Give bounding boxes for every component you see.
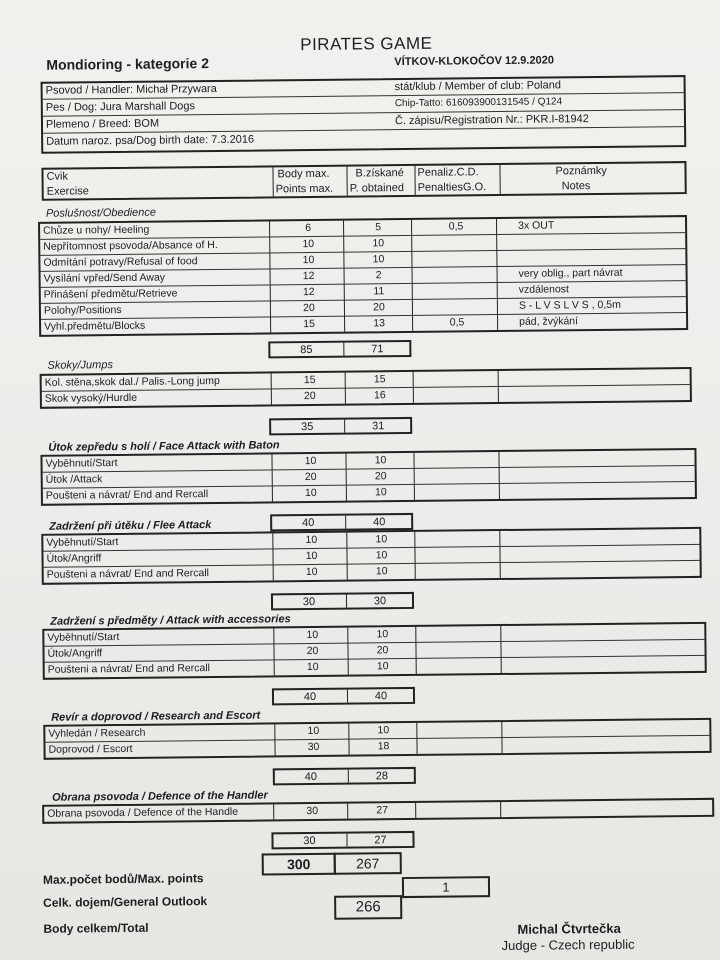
- section-total-max: 40: [304, 770, 318, 784]
- header-max-en: Points max.: [275, 182, 334, 196]
- max-points-cell: 10: [305, 533, 318, 547]
- max-points-cell: 20: [304, 470, 317, 484]
- max-points-cell: 10: [302, 253, 315, 267]
- penalty-cell: [414, 235, 498, 251]
- table-row: [44, 800, 712, 822]
- section-total: [271, 592, 414, 610]
- exercise-name-cell: Vyhledán / Research: [48, 726, 146, 740]
- obtained-points-cell: 2: [375, 269, 382, 282]
- max-points-cell: 12: [302, 269, 315, 283]
- section-title: Revír a doprovod / Research and Escort: [51, 709, 261, 724]
- birth-date-field: Datum naroz. psa/Dog birth date: 7.3.2016: [46, 133, 255, 148]
- chip-field: Chip-Tatto: 616093900131545 / Q124: [394, 96, 563, 110]
- max-points-cell: 20: [306, 644, 319, 658]
- note-cell: pád, žvýkání: [519, 315, 579, 328]
- obtained-points-cell: 20: [373, 301, 385, 314]
- exercise-name-cell: Útok/Angriff: [46, 552, 102, 565]
- exercise-name-cell: Skok vysoký/Hurdle: [44, 391, 138, 405]
- section-total-max: 85: [300, 343, 313, 357]
- section-table: [40, 367, 692, 409]
- penalty-cell: [418, 563, 502, 579]
- penalty-cell: [415, 267, 499, 283]
- judge-title: Judge - Czech republic: [501, 936, 635, 954]
- penalty-cell: [419, 658, 503, 674]
- header-obtained-cz: B.získané: [355, 167, 404, 180]
- max-points-cell: 15: [303, 373, 316, 387]
- section-total: [272, 687, 415, 705]
- total-value: 266: [334, 895, 402, 920]
- dog-field: Pes / Dog: Jura Marshall Dogs: [45, 100, 196, 114]
- penalty-cell: [416, 371, 500, 387]
- header-penalties-en: PenaltiesG.O.: [417, 181, 487, 194]
- table-header: [41, 161, 686, 201]
- section-total-obtained: 27: [374, 834, 387, 847]
- exercise-name-cell: Poušteni a návrat/ End and Rercall: [45, 488, 209, 502]
- max-points-cell: 10: [307, 724, 320, 738]
- obtained-points-cell: 18: [377, 740, 390, 753]
- section-title: Zadržení při útěku / Flee Attack: [49, 519, 212, 533]
- max-points-cell: 20: [303, 301, 315, 315]
- exercise-name-cell: Poušteni a návrat/ End and Rercall: [47, 662, 211, 676]
- max-points-obtained: 267: [334, 852, 402, 875]
- section-total-max: 40: [303, 690, 317, 704]
- handler-field: Psovod / Handler: Michał Przywara: [45, 82, 217, 97]
- penalty-cell: [419, 722, 503, 738]
- penalty-cell: 0,5: [449, 316, 465, 329]
- penalty-cell: [415, 299, 499, 315]
- section-title: Obrana psovoda / Defence of the Handler: [51, 789, 268, 804]
- note-cell: S - L V S L V S , 0,5m: [518, 298, 621, 312]
- max-points-cell: 6: [305, 221, 312, 235]
- exercise-name-cell: Doprovod / Escort: [48, 742, 133, 756]
- penalty-cell: [418, 802, 502, 818]
- header-exercise-en: Exercise: [46, 185, 89, 198]
- registration-field: Č. zápisu/Registration Nr.: PKR.I-81942: [394, 113, 589, 128]
- max-points-cell: 10: [302, 237, 315, 251]
- section-title: Zadržení s předměty / Attack with accessories: [50, 613, 291, 628]
- max-points-cell: 30: [307, 740, 320, 754]
- general-outlook-value: 1: [402, 876, 490, 898]
- exercise-name-cell: Vyběhnutí/Start: [45, 457, 118, 470]
- max-points-cell: 20: [303, 389, 316, 403]
- max-points-label: Max.počet bodů/Max. points: [42, 871, 204, 887]
- category-label: Mondioring - kategorie 2: [46, 55, 210, 73]
- header-notes-en: Notes: [561, 180, 591, 193]
- exercise-name-cell: Obrana psovoda / Defence of the Handle: [47, 805, 239, 820]
- section-total-max: 35: [300, 420, 314, 434]
- header-max-cz: Body max.: [277, 167, 330, 181]
- obtained-points-cell: 20: [376, 644, 389, 657]
- exercise-name-cell: Kol. stěna,skok dal./ Palis.-Long jump: [44, 374, 220, 389]
- obtained-points-cell: 10: [375, 565, 388, 578]
- max-points-total: 300: [262, 853, 336, 876]
- section-total-obtained: 28: [375, 770, 389, 783]
- section-table: [42, 622, 706, 680]
- penalty-cell: [417, 547, 501, 563]
- section-total: [270, 513, 413, 531]
- obtained-points-cell: 10: [377, 724, 390, 737]
- page-title: PIRATES GAME: [300, 33, 433, 55]
- section-table: [38, 215, 688, 337]
- obtained-points-cell: 10: [374, 454, 387, 467]
- obtained-points-cell: 10: [376, 660, 389, 673]
- section-table: [43, 718, 711, 760]
- section-title: Skoky/Jumps: [47, 359, 113, 372]
- section-total-obtained: 40: [372, 516, 386, 529]
- max-points-cell: 10: [304, 486, 317, 500]
- obtained-points-cell: 20: [374, 470, 387, 483]
- penalty-cell: [417, 531, 501, 547]
- note-cell: very oblig., part návrat: [518, 266, 623, 280]
- exercise-name-cell: Polohy/Positions: [43, 303, 122, 317]
- place-date: VÍTKOV-KLOKOČOV 12.9.2020: [394, 54, 554, 69]
- penalty-cell: [418, 642, 502, 658]
- exercise-name-cell: Vysílání vpřed/Send Away: [43, 271, 166, 285]
- max-points-cell: 10: [305, 565, 318, 579]
- penalty-cell: [416, 452, 500, 468]
- section-table: [41, 527, 701, 585]
- max-points-cell: 30: [306, 804, 319, 818]
- max-points-cell: 12: [302, 285, 315, 299]
- max-points-cell: 10: [306, 660, 319, 674]
- obtained-points-cell: 10: [375, 533, 388, 546]
- section-total-obtained: 31: [371, 420, 385, 433]
- obtained-points-cell: 11: [373, 285, 385, 298]
- penalty-cell: [419, 738, 503, 754]
- section-total-max: 30: [302, 595, 316, 609]
- section-total-max: 40: [301, 516, 315, 530]
- note-cell: 3x OUT: [518, 219, 555, 232]
- exercise-name-cell: Nepřítomnost psovoda/Absance of H.: [43, 238, 218, 253]
- obtained-points-cell: 10: [372, 253, 385, 266]
- total-label: Body celkem/Total: [43, 920, 149, 936]
- exercise-name-cell: Vyhl.předmětu/Blocks: [44, 319, 146, 333]
- header-obtained-en: P. obtained: [349, 182, 404, 195]
- obtained-points-cell: 10: [374, 486, 387, 499]
- penalty-cell: [417, 468, 501, 484]
- general-outlook-label: Celk. dojem/General Outlook: [43, 894, 208, 910]
- section-title: Útok zepředu s holí / Face Attack with Baton: [48, 439, 280, 454]
- exercise-name-cell: Chůze u nohy/ Heeling: [43, 223, 150, 237]
- exercise-name-cell: Vyběhnutí/Start: [46, 536, 119, 549]
- competitor-info: [41, 75, 687, 154]
- penalty-cell: [416, 387, 500, 403]
- section-title: Poslušnost/Obedience: [45, 206, 157, 220]
- exercise-name-cell: Odmítání potravy/Refusal of food: [43, 255, 198, 269]
- section-total-max: 30: [303, 834, 316, 848]
- section-total-obtained: 40: [374, 690, 388, 703]
- max-points-cell: 10: [306, 628, 319, 642]
- obtained-points-cell: 15: [373, 373, 386, 386]
- obtained-points-cell: 27: [376, 804, 389, 817]
- penalty-cell: [415, 283, 499, 299]
- max-points-cell: 15: [303, 317, 316, 331]
- exercise-name-cell: Přinášení předmětu/Retrieve: [43, 287, 178, 301]
- exercise-name-cell: Útok/Angriff: [47, 647, 103, 660]
- note-cell: vzdálenost: [518, 283, 570, 296]
- obtained-points-cell: 13: [373, 317, 385, 330]
- section-total: [273, 767, 416, 785]
- section-total: [268, 340, 411, 358]
- penalty-cell: [414, 251, 498, 267]
- max-points-cell: 10: [305, 549, 318, 563]
- obtained-points-cell: 16: [373, 389, 386, 402]
- obtained-points-cell: 5: [375, 221, 382, 234]
- header-notes-cz: Poznámky: [555, 164, 607, 178]
- penalty-cell: 0,5: [448, 220, 464, 233]
- obtained-points-cell: 10: [372, 237, 385, 250]
- judge-name: Michal Čtvrtečka: [517, 920, 621, 937]
- section-table: [40, 448, 696, 506]
- obtained-points-cell: 10: [376, 628, 389, 641]
- score-sheet: [22, 23, 712, 960]
- section-total: [269, 417, 412, 435]
- club-field: stát/klub / Member of club: Poland: [394, 79, 561, 94]
- section-total-obtained: 71: [371, 343, 384, 356]
- exercise-name-cell: Vyběhnutí/Start: [47, 631, 120, 644]
- section-total-obtained: 30: [373, 595, 387, 608]
- header-exercise-cz: Cvik: [46, 170, 68, 183]
- exercise-name-cell: Útok /Attack: [45, 473, 103, 486]
- section-total: [271, 831, 414, 849]
- obtained-points-cell: 10: [375, 549, 388, 562]
- penalty-cell: [418, 626, 502, 642]
- max-points-cell: 10: [304, 454, 317, 468]
- penalty-cell: [417, 484, 501, 500]
- exercise-name-cell: Poušteni a návrat/ End and Rercall: [46, 567, 210, 581]
- header-penalties-cz: Penaliz.C.D.: [417, 166, 479, 179]
- breed-field: Plemeno / Breed: BOM: [45, 117, 160, 131]
